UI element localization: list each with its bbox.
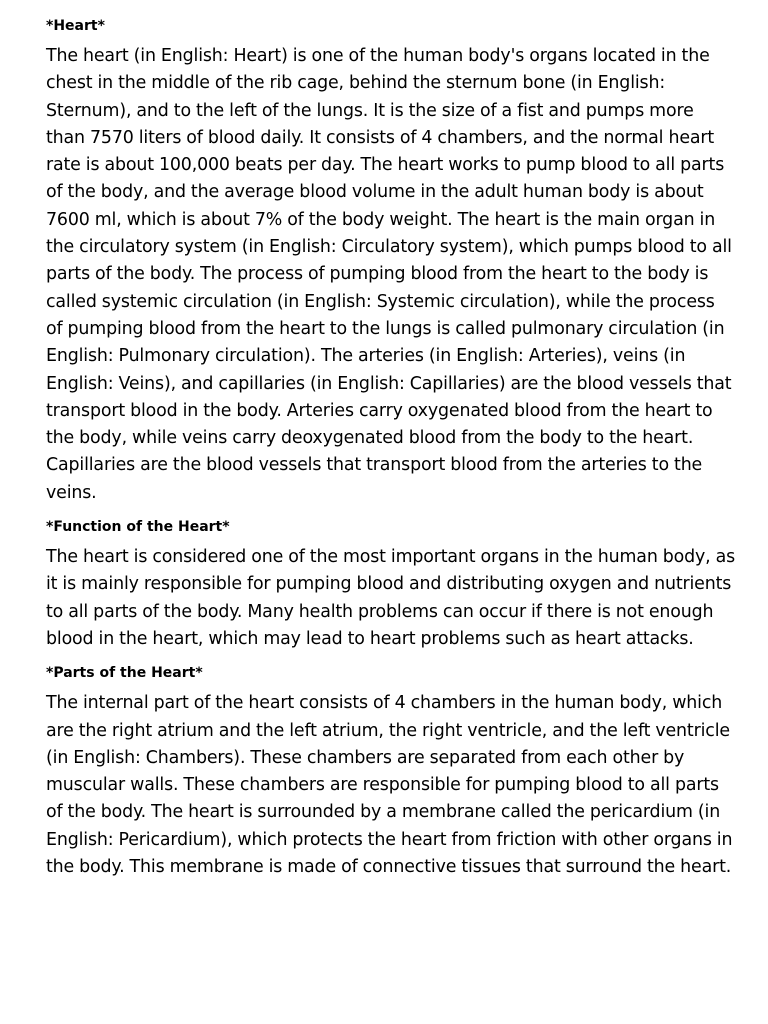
section-heading: *Heart* <box>46 18 105 34</box>
section-parts-of-the-heart <box>46 661 736 881</box>
document-page <box>46 14 736 889</box>
section-paragraph: The heart (in English: Heart) is one of the human body's organs located in the chest in the middle of the rib cage, behind the sternum bone (in English: Sternum), and to the left of the lungs. It is the size of a fist and pumps more than 7570 liters of blood daily. It consists of 4 chambers, and the normal heart rate is about 100,000 beats per day. The heart works to pump blood to all parts of the body, and the average blood volume in the adult human body is about 7600 ml, which is about 7% of the body weight. The heart is the main organ in the circulatory system (in English: Circulatory system), which pumps blood to all parts of the body. The process of pumping blood from the heart to the body is called systemic circulation (in English: Systemic circulation), while the process of pumping blood from the heart to the lungs is called pulmonary circulation (in English: Pulmonary circulation). The arteries (in English: Arteries), veins (in English: Veins), and capillaries (in English: Capillaries) are the blood vessels that transport blood in the body. Arteries carry oxygenated blood from the heart to the body, while veins carry deoxygenated blood from the body to the heart. Capillaries are the blood vessels that transport blood from the arteries to the veins. <box>46 46 732 503</box>
section-heart <box>46 14 736 507</box>
section-heading: *Function of the Heart* <box>46 519 230 536</box>
section-paragraph: The internal part of the heart consists of 4 chambers in the human body, which are the right atrium and the left atrium, the right ventricle, and the left ventricle (in English: Chambers). These chambers are separated from each other by muscular walls. These chambers are responsible for pumping blood to all parts of the body. The heart is surrounded by a membrane called the pericardium (in English: Pericardium), which protects the heart from friction with other organs in the body. This membrane is made of connective tissues that surround the heart. <box>46 693 733 878</box>
section-paragraph: The heart is considered one of the most important organs in the human body, as it is mainly responsible for pumping blood and distributing oxygen and nutrients to all parts of the body. Many health problems can occur if there is not enough blood in the heart, which may lead to heart problems such as heart attacks. <box>46 547 736 649</box>
section-heading: *Parts of the Heart* <box>46 665 203 682</box>
section-function-of-the-heart <box>46 515 736 653</box>
